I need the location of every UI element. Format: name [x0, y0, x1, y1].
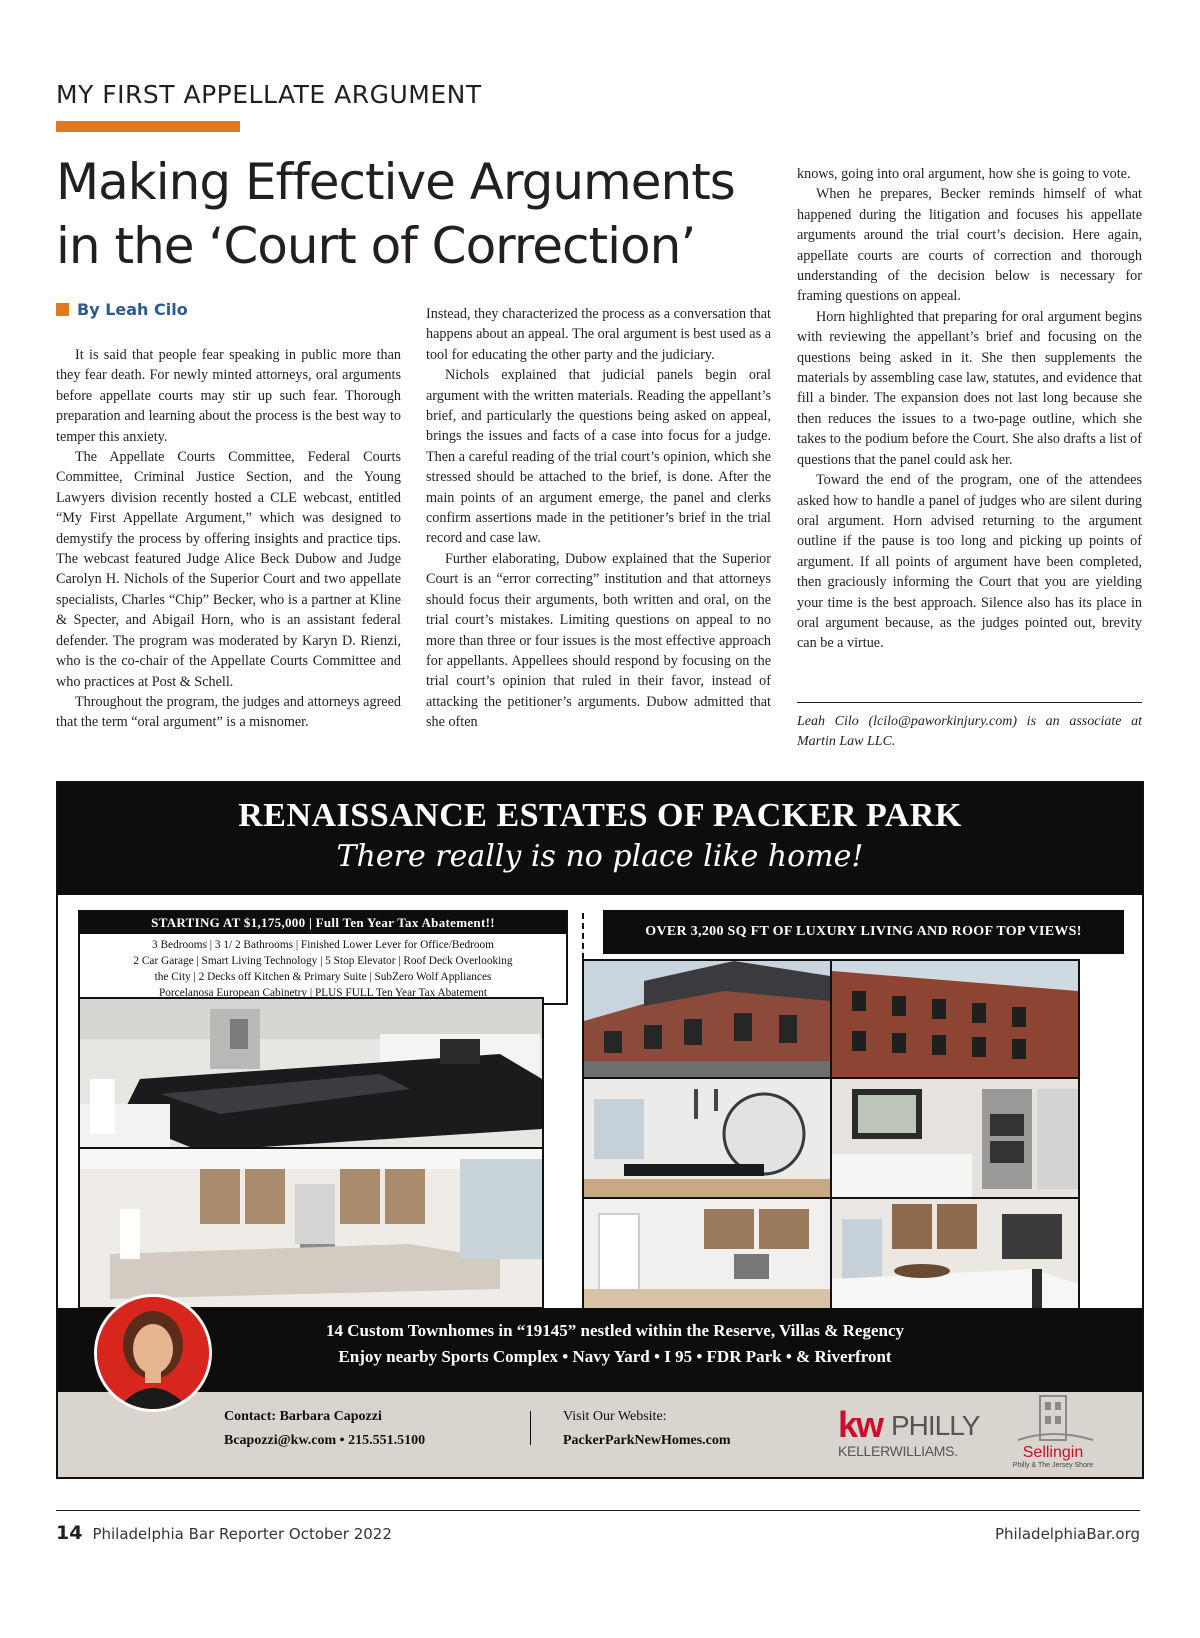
ad-tagline: There really is no place like home!: [336, 839, 864, 874]
kitchen-photo-4: [830, 1197, 1080, 1311]
paragraph: Horn highlighted that preparing for oral argument begins with reviewing the appellant’s brief and focusing on the questions being asked in it. She then supplements the materials by assembling case law, statutes, and evidence that fill a binder. The expansion does not last long because she then reduces the issues to a two-page outline, which she takes to the podium before the Court. She also drafts a list of questions that the panel could ask her.: [797, 308, 1142, 468]
sqft-banner: OVER 3,200 SQ FT OF LUXURY LIVING AND ROOF TOP VIEWS!: [603, 910, 1124, 954]
footer-left: [56, 1522, 392, 1544]
byline-square: [56, 303, 69, 316]
website-label: Visit Our Website:: [563, 1409, 667, 1424]
paragraph: It is said that people fear speaking in public more than they fear death. For newly minted attorneys, oral arguments before appellate courts may stir up such fear. Thorough preparation and learning about the process is the best way to temper this anxiety.: [56, 347, 401, 445]
real-estate-ad: [56, 781, 1144, 1479]
ad-title: RENAISSANCE ESTATES OF PACKER PARK: [238, 797, 962, 834]
contact-info: [224, 1405, 425, 1453]
paragraph: Throughout the program, the judges and attorneys agreed that the term “oral argument” is a misnomer.: [56, 693, 401, 731]
agent-avatar: [94, 1294, 212, 1412]
living-photo-1: [582, 1077, 832, 1199]
price-box: [78, 910, 568, 1005]
feature-line: the City | 2 Decks off Kitchen & Primary Suite | SubZero Wolf Appliances: [154, 971, 492, 983]
selling-logo-text: Sellingin: [1022, 1444, 1084, 1461]
contact-email-phone[interactable]: Bcapozzi@kw.com • 215.551.5100: [224, 1433, 426, 1448]
publication-name: Philadelphia Bar Reporter October 2022: [92, 1525, 392, 1543]
paragraph: Instead, they characterized the process as a conversation that happens about an appeal. The oral argument is best used as a tool for educating the other party and the judiciary.: [426, 306, 771, 363]
band-line-1: 14 Custom Townhomes in “19145” nestled within the Reserve, Villas & Regency: [325, 1321, 904, 1340]
paragraph: Further elaborating, Dubow explained that the Superior Court is an “error correcting” institution and that attorneys should focus their arguments, both written and oral, on the trial court’s mistakes. Limiting questions on appeal to no more than three or four issues is the most effective approach for appellants. Appellees should respond by focusing on the trial court’s opinion that ruled in their favor, instead of attacking the petitioner’s arguments. Dubow admitted that she often: [426, 550, 771, 731]
website-info: [563, 1405, 731, 1453]
selling-in-philly-logo: [998, 1390, 1108, 1470]
kitchen-photo-1: [78, 997, 544, 1153]
page-number: 14: [56, 1522, 83, 1544]
byline: [56, 300, 188, 319]
keller-williams-logo: [838, 1404, 980, 1459]
kicker-bar: [56, 121, 240, 132]
contact-name: Contact: Barbara Capozzi: [224, 1409, 382, 1424]
footer-rule: [56, 1510, 1140, 1511]
building-icon: [998, 1390, 1108, 1446]
price-box-header: STARTING AT $1,175,000 | Full Ten Year Tax Abatement!!: [80, 912, 566, 934]
paragraph: Nichols explained that judicial panels begin oral argument with the written materials. Reading the appellant’s brief, and particularly the questions being asked on appeal, brings the issues and facts of a case into focus for a judge. Then a careful reading of the trial court’s opinion, which she stressed should be attached to the brief, is done. After the main points of an argument emerge, the panel and clerks confirm assertions made in the petitioner’s brief in the trial record and case law.: [426, 367, 771, 547]
kw-philly: PHILLY: [891, 1410, 980, 1441]
feature-line: 3 Bedrooms | 3 1/ 2 Bathrooms | Finished Lower Lever for Office/Bedroom: [152, 939, 494, 951]
feature-list: [80, 934, 566, 1001]
bio-rule: [797, 702, 1142, 703]
kw-mark: kw: [838, 1404, 883, 1445]
paragraph: The Appellate Courts Committee, Federal Courts Committee, Criminal Justice Section, and the Young Lawyers division recently hosted a CLE webcast, entitled “My First Appellate Argument,” which was designed to demystify the process by offering insights and practice tips. The webcast featured Judge Alice Beck Dubow and Judge Carolyn H. Nichols of the Superior Court and two appellate specialists, Charles “Chip” Becker, who is a partner at Kline & Specter, and Abigail Horn, who is an assistant federal defender. The program was moderated by Karyn D. Rienzi, who is the co-chair of the Appellate Courts Committee and who practices at Post & Schell.: [56, 449, 401, 690]
footer-site[interactable]: PhiladelphiaBar.org: [994, 1525, 1140, 1543]
section-kicker: MY FIRST APPELLATE ARGUMENT: [56, 80, 482, 109]
band-line-2: Enjoy nearby Sports Complex • Navy Yard • I 95 • FDR Park • & Riverfront: [338, 1347, 892, 1366]
kw-subtitle: KELLERWILLIAMS.: [838, 1443, 958, 1459]
contact-divider: [530, 1411, 531, 1445]
ad-location-band: [58, 1308, 1142, 1392]
kitchen-photo-3: [830, 1077, 1080, 1199]
feature-line: 2 Car Garage | Smart Living Technology | 5 Stop Elevator | Roof Deck Overlooking: [133, 955, 513, 967]
feature-line: Porcelanosa European Cabinetry | PLUS FULL Ten Year Tax Abatement: [158, 987, 488, 999]
paragraph: Toward the end of the program, one of the attendees asked how to handle a panel of judges who are silent during oral argument. Horn advised returning to the argument outline if the pause is too long and picking up points of argument. If all points of argument have been completed, then graciously informing the Court that you are yielding your time is the best approach. Silence also has its place in oral argument because, as the judges pointed out, brevity can be a virtue.: [797, 472, 1142, 652]
exterior-photo-1: [582, 959, 832, 1079]
headline: Making Effective Arguments in the ‘Court of Correction’: [56, 153, 735, 275]
author-bio: Leah Cilo (lcilo@paworkinjury.com) is an associate at Martin Law LLC.: [797, 714, 1142, 750]
ad-header: [58, 783, 1142, 895]
exterior-photo-2: [830, 959, 1080, 1079]
paragraph: knows, going into oral argument, how she is going to vote.: [797, 166, 1131, 182]
interior-photo-1: [582, 1197, 832, 1311]
kitchen-photo-2: [78, 1147, 544, 1309]
article-column-3: [797, 164, 1142, 654]
selling-logo-sub: Philly & The Jersey Shore: [1012, 1462, 1094, 1469]
article-column-2: [426, 304, 771, 733]
paragraph: When he prepares, Becker reminds himself of what happened during the litigation and focuses his appellate arguments around the trial court’s decision. Here again, appellate courts are courts of correction and thorough understanding of the decision below is necessary for framing questions on appeal.: [797, 186, 1142, 305]
website-link[interactable]: PackerParkNewHomes.com: [563, 1433, 731, 1448]
article-column-1: [56, 345, 401, 733]
byline-text: By Leah Cilo: [77, 300, 188, 319]
